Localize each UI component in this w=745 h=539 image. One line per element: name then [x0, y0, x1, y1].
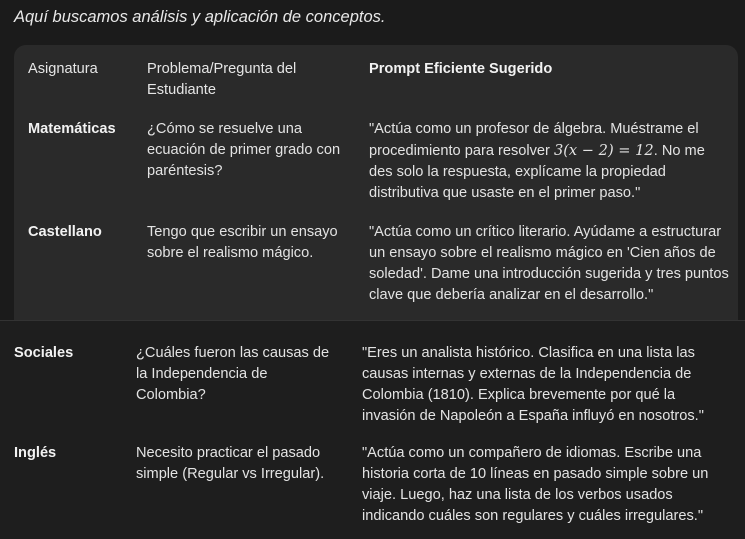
row-sociales-problem: ¿Cuáles fueron las causas de la Independencia de Colombia? — [136, 345, 330, 403]
row-castellano-problem: Tengo que escribir un ensayo sobre el realismo mágico. — [147, 224, 338, 261]
row-ingles-prompt: "Actúa como un compañero de idiomas. Escribe una historia corta de 10 líneas en pasado simple sobre un viaje. Luego, haz una lista de los verbos usados indicando cuáles son regulares y cuáles irregulares." — [362, 445, 709, 524]
row-math-prompt: "Actúa como un profesor de álgebra. Muéstrame el procedimiento para resolver 3(x − 2) = 12. No me des solo la respuesta, explícame la propiedad distributiva que usaste en el primer paso." — [369, 121, 705, 201]
row-sociales-prompt: "Eres un analista histórico. Clasifica en una lista las causas internas y externas de la Independencia de Colombia (1810). Explica brevemente por qué la invasión de Napoleón a España influyó en nosotros." — [362, 345, 704, 424]
header-subject: Asignatura — [28, 61, 98, 77]
row-math-problem: ¿Cómo se resuelve una ecuación de primer grado con paréntesis? — [147, 121, 341, 179]
row-castellano-prompt: "Actúa como un crítico literario. Ayúdame a estructurar un ensayo sobre el realismo mágico en 'Cien años de soledad'. Dame una introducción sugerida y tres puntos clave que debería analizar en el desarrollo." — [369, 224, 729, 303]
row-ingles-subject: Inglés — [14, 445, 57, 461]
row-sociales-subject: Sociales — [14, 345, 74, 361]
row-ingles-problem: Necesito practicar el pasado simple (Regular vs Irregular). — [136, 445, 325, 482]
header-prompt: Prompt Eficiente Sugerido — [369, 61, 553, 77]
header-problem: Problema/Pregunta del Estudiante — [147, 61, 297, 98]
table-upper-panel — [14, 45, 738, 320]
row-math-subject: Matemáticas — [28, 121, 116, 137]
row-castellano-subject: Castellano — [28, 224, 102, 240]
intro-text: Aquí buscamos análisis y aplicación de conceptos. — [14, 8, 386, 26]
math-equation: 3(x − 2) = 12 — [553, 142, 654, 159]
table-lower-panel — [0, 320, 745, 539]
